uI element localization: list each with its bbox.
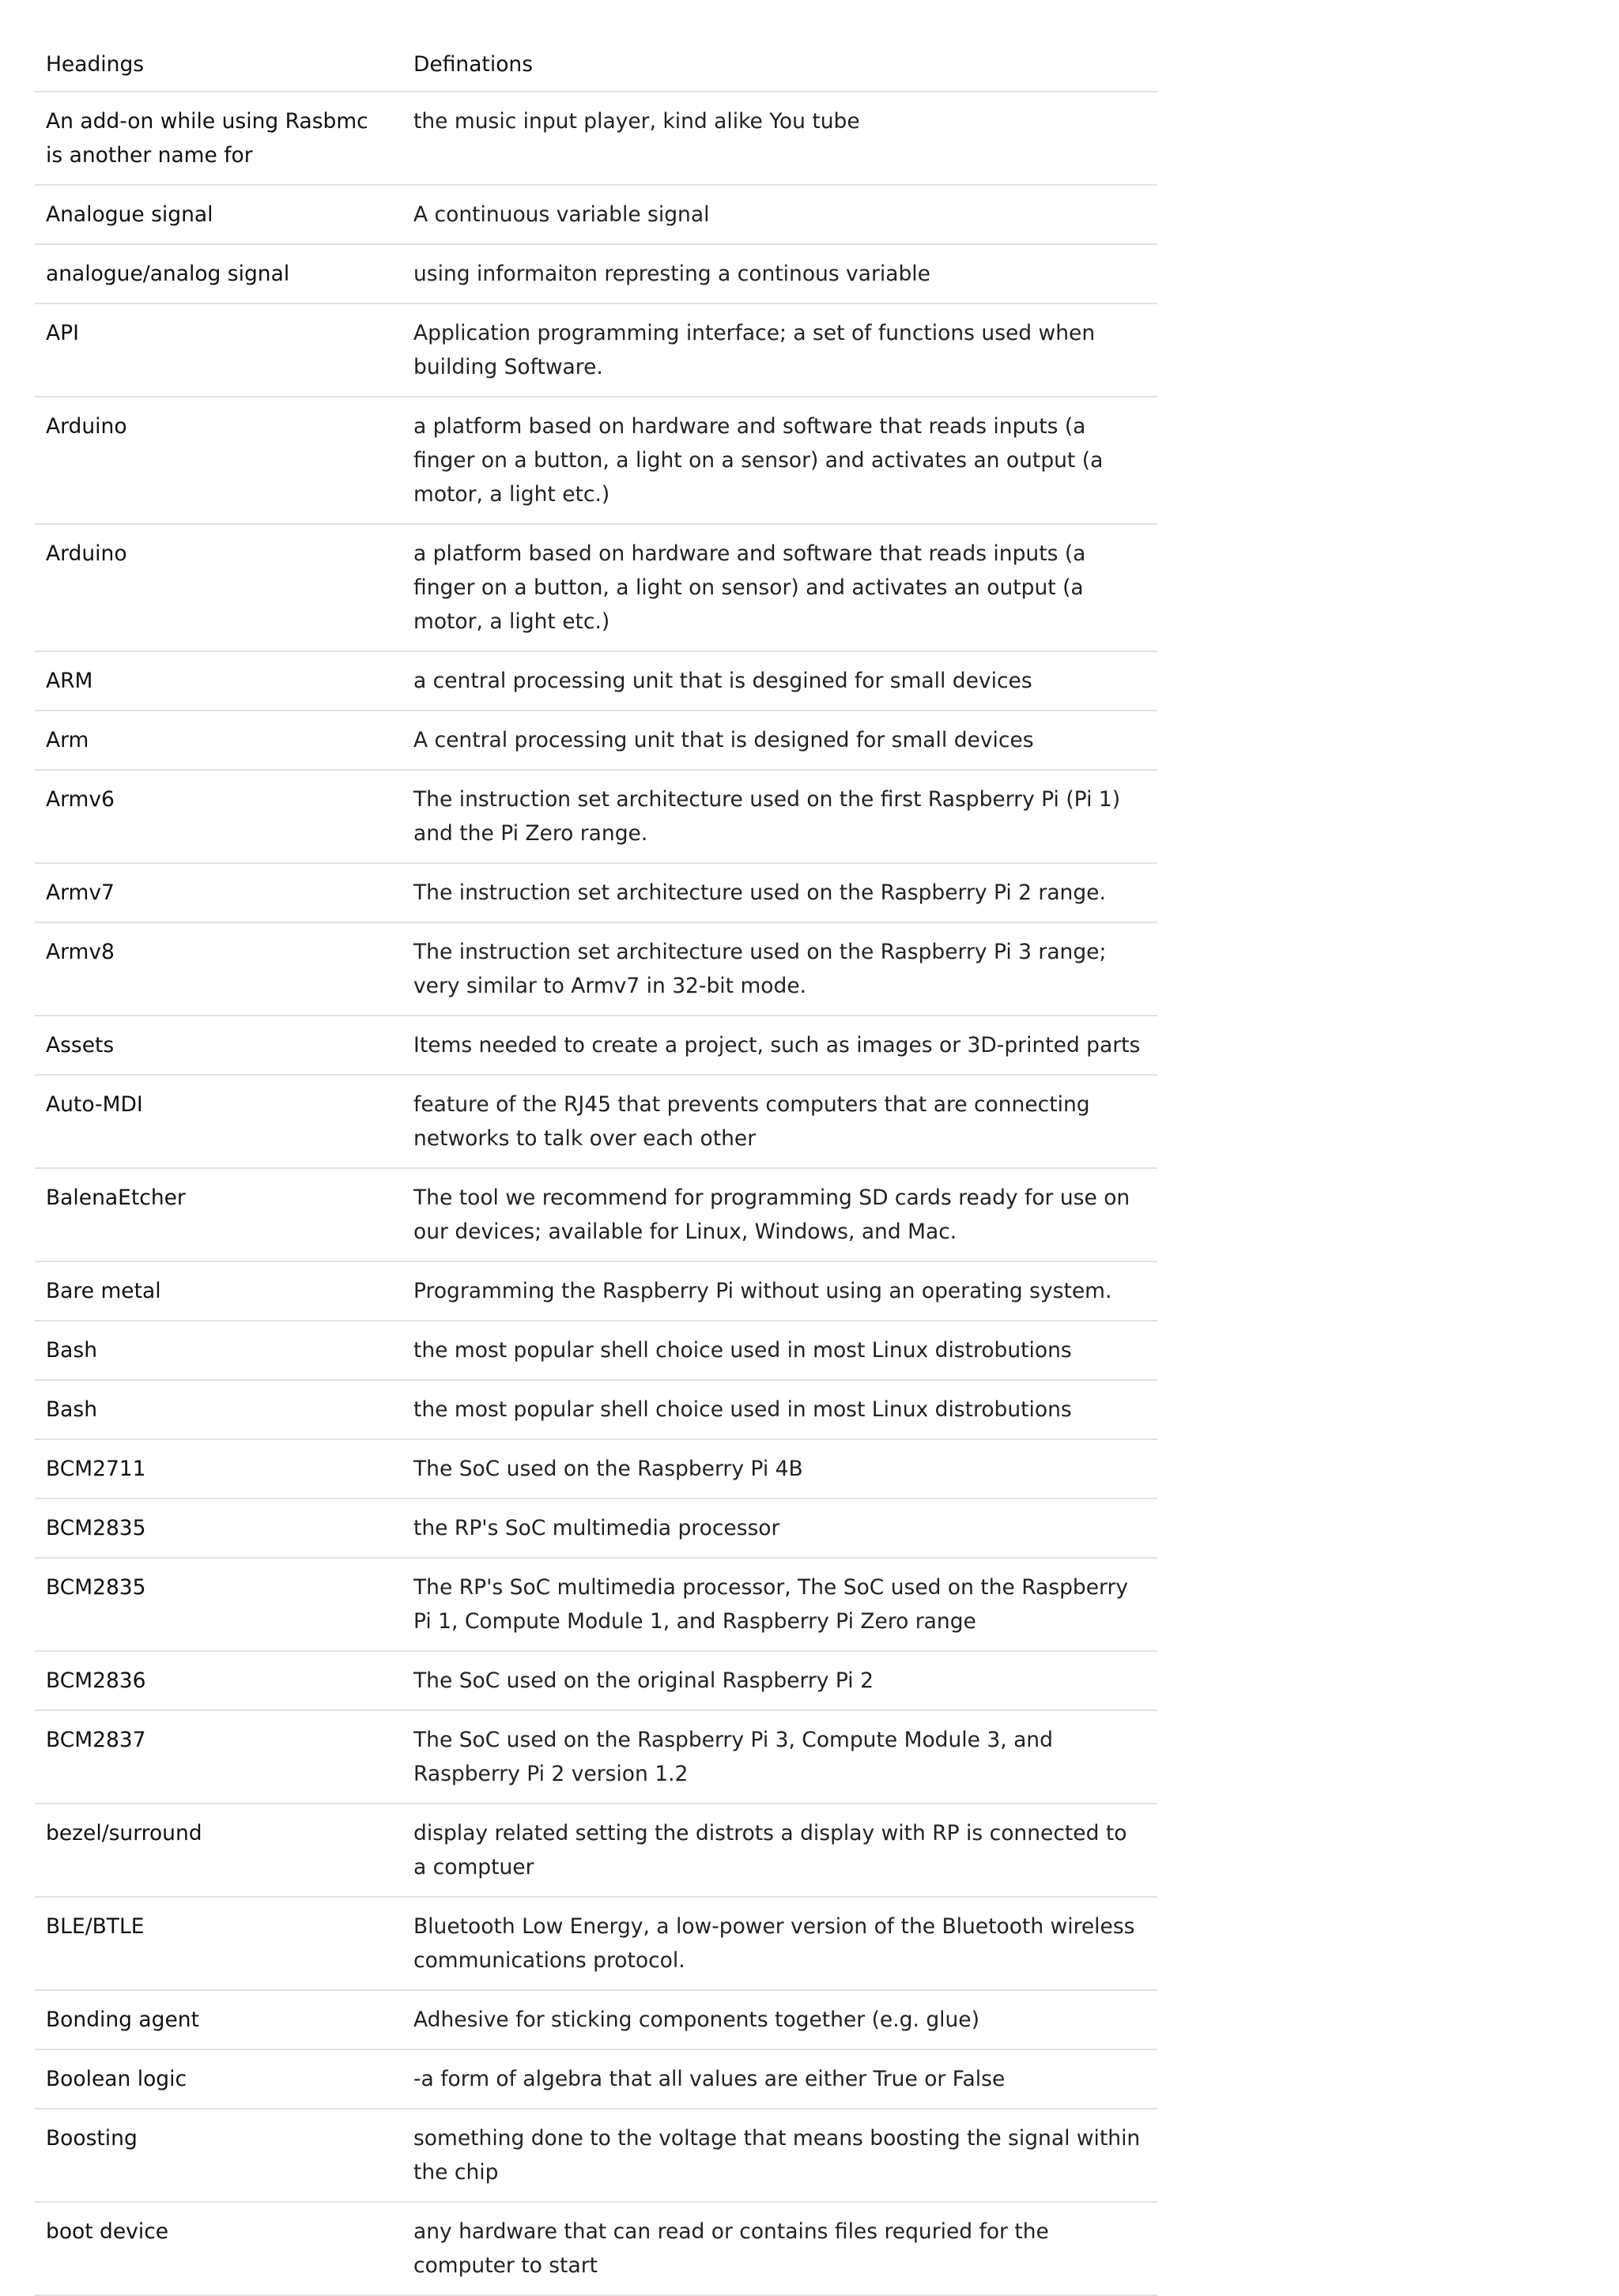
term-cell: BCM2711 [35,1439,402,1499]
definition-cell: Application programming interface; a set of functions used when building Software. [402,303,1157,397]
table-row [35,651,1157,711]
term-cell: Bash [35,1321,402,1380]
definition-cell: The instruction set architecture used on the Raspberry Pi 2 range. [402,863,1157,922]
table-row [35,1075,1157,1168]
term-cell: Analogue signal [35,185,402,244]
table-row [35,1261,1157,1321]
table-row [35,1558,1157,1651]
table-row [35,1710,1157,1804]
definition-cell: Adhesive for sticking components together (e.g. glue) [402,1990,1157,2049]
table-row [35,2202,1157,2295]
table-row [35,1016,1157,1075]
definition-cell: the RP's SoC multimedia processor [402,1499,1157,1558]
table-row [35,863,1157,922]
term-cell: Boolean logic [35,2049,402,2109]
table-row [35,770,1157,863]
term-cell: bezel/surround [35,1804,402,1897]
table-row [35,711,1157,770]
term-cell: Arm [35,711,402,770]
term-cell: BLE/BTLE [35,1897,402,1990]
table-header-row [35,38,1157,92]
table-row [35,1897,1157,1990]
definition-cell: The instruction set architecture used on the Raspberry Pi 3 range; very similar to Armv7 in 32-bit mode. [402,922,1157,1016]
table-row [35,1651,1157,1710]
definition-cell: any hardware that can read or contains files requried for the computer to start [402,2202,1157,2295]
table-row [35,1439,1157,1499]
definition-cell: Items needed to create a project, such as images or 3D-printed parts [402,1016,1157,1075]
table-row [35,1380,1157,1439]
table-row [35,524,1157,651]
term-cell: BCM2837 [35,1710,402,1804]
term-cell: BCM2836 [35,1651,402,1710]
definition-cell: a platform based on hardware and software that reads inputs (a finger on a button, a light on sensor) and activates an output (a motor, a light etc.) [402,524,1157,651]
definition-cell: something done to the voltage that means boosting the signal within the chip [402,2109,1157,2202]
definition-cell: using informaiton represting a continous variable [402,244,1157,303]
definition-cell: a central processing unit that is desgined for small devices [402,651,1157,711]
column-header-definitions: Definations [402,38,1157,92]
term-cell: Bonding agent [35,1990,402,2049]
definition-cell: -a form of algebra that all values are either True or False [402,2049,1157,2109]
table-row [35,922,1157,1016]
term-cell: ARM [35,651,402,711]
term-cell: Bare metal [35,1261,402,1321]
table-row [35,244,1157,303]
definition-cell: The instruction set architecture used on the first Raspberry Pi (Pi 1) and the Pi Zero range. [402,770,1157,863]
term-cell: Boosting [35,2109,402,2202]
definition-cell: A continuous variable signal [402,185,1157,244]
term-cell: Bash [35,1380,402,1439]
definition-cell: The SoC used on the original Raspberry Pi 2 [402,1651,1157,1710]
definition-cell: the music input player, kind alike You tube [402,92,1157,185]
definition-cell: The RP's SoC multimedia processor, The SoC used on the Raspberry Pi 1, Compute Module 1, and Raspberry Pi Zero range [402,1558,1157,1651]
term-cell: boot device [35,2202,402,2295]
definition-cell: A central processing unit that is designed for small devices [402,711,1157,770]
term-cell: Armv6 [35,770,402,863]
table-row [35,185,1157,244]
term-cell: API [35,303,402,397]
term-cell: Armv8 [35,922,402,1016]
definition-cell: Programming the Raspberry Pi without using an operating system. [402,1261,1157,1321]
term-cell: Assets [35,1016,402,1075]
term-cell: Armv7 [35,863,402,922]
term-cell: BCM2835 [35,1558,402,1651]
term-cell: Arduino [35,397,402,524]
table-row [35,2109,1157,2202]
term-cell: Arduino [35,524,402,651]
definition-cell: The tool we recommend for programming SD cards ready for use on our devices; available for Linux, Windows, and Mac. [402,1168,1157,1261]
term-cell: BalenaEtcher [35,1168,402,1261]
definition-cell: The SoC used on the Raspberry Pi 3, Compute Module 3, and Raspberry Pi 2 version 1.2 [402,1710,1157,1804]
term-cell: analogue/analog signal [35,244,402,303]
definition-cell: the most popular shell choice used in most Linux distrobutions [402,1321,1157,1380]
definition-cell: Bluetooth Low Energy, a low-power version of the Bluetooth wireless communications protocol. [402,1897,1157,1990]
term-cell: An add-on while using Rasbmc is another name for [35,92,402,185]
definition-cell: the most popular shell choice used in most Linux distrobutions [402,1380,1157,1439]
glossary-table [35,38,1157,2296]
term-cell: Auto-MDI [35,1075,402,1168]
table-row [35,303,1157,397]
table-row [35,397,1157,524]
table-row [35,1168,1157,1261]
column-header-headings: Headings [35,38,402,92]
table-row [35,1804,1157,1897]
table-row [35,1499,1157,1558]
table-row [35,92,1157,185]
definition-cell: display related setting the distrots a display with RP is connected to a comptuer [402,1804,1157,1897]
definition-cell: feature of the RJ45 that prevents computers that are connecting networks to talk over each other [402,1075,1157,1168]
table-row [35,1990,1157,2049]
definition-cell: The SoC used on the Raspberry Pi 4B [402,1439,1157,1499]
table-row [35,1321,1157,1380]
term-cell: BCM2835 [35,1499,402,1558]
definition-cell: a platform based on hardware and software that reads inputs (a finger on a button, a light on a sensor) and activates an output (a motor, a light etc.) [402,397,1157,524]
table-row [35,2049,1157,2109]
